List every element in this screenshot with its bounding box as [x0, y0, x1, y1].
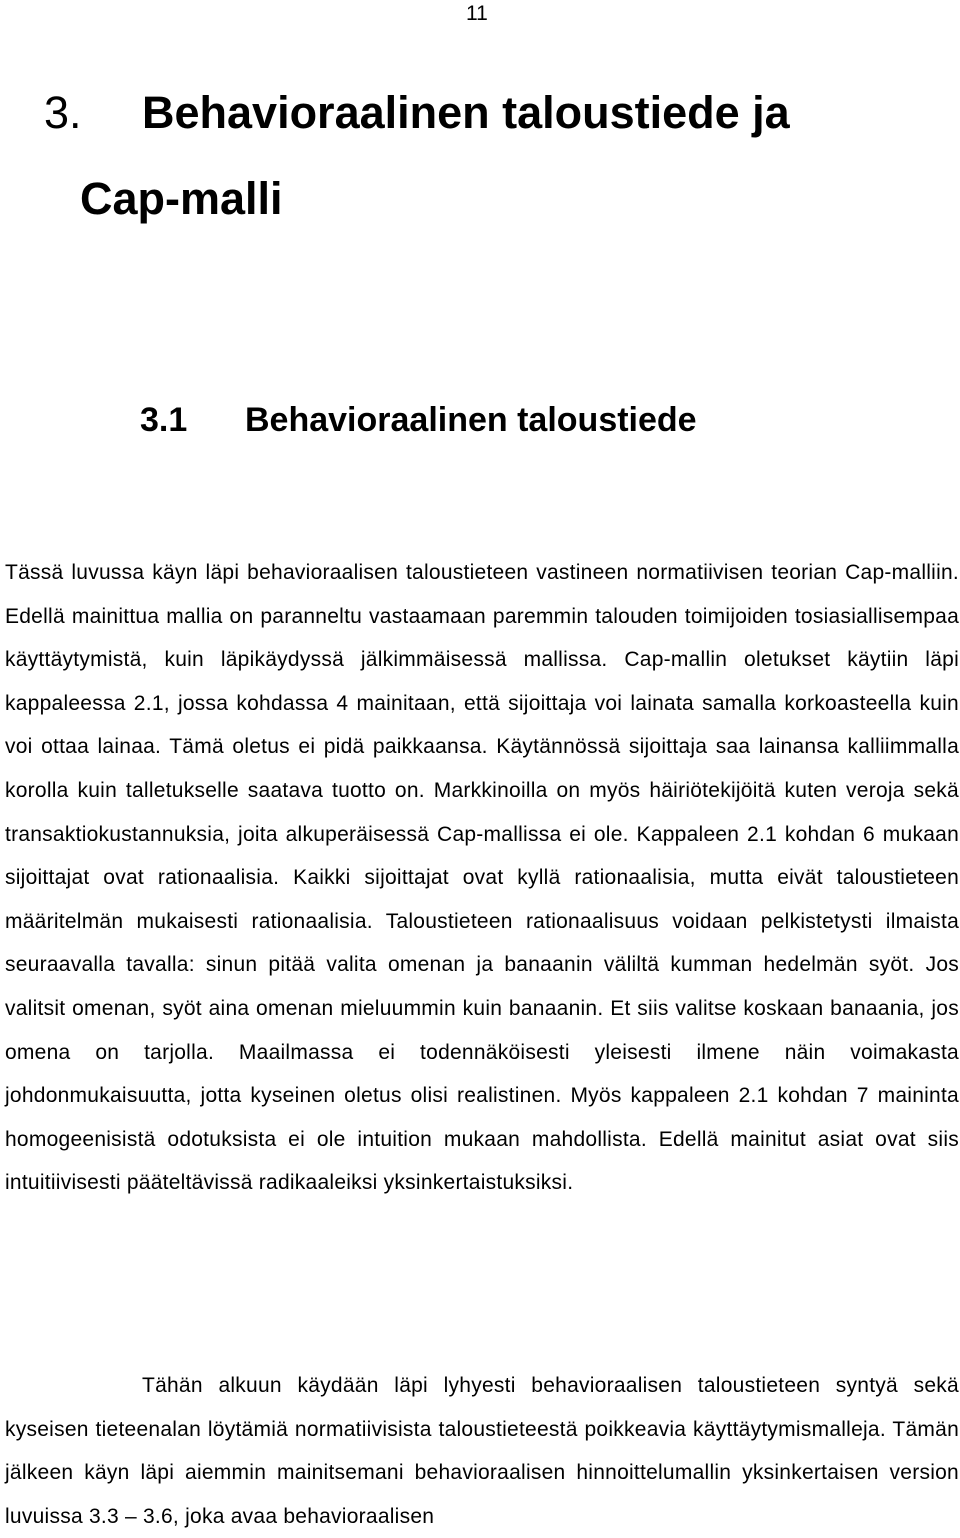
chapter-title-line2: Cap-malli: [80, 173, 283, 224]
chapter-number: 3.: [44, 87, 82, 138]
chapter-heading: [44, 70, 924, 242]
chapter-title-line1: Behavioraalinen taloustiede ja: [142, 87, 790, 138]
page-number: 11: [466, 2, 488, 25]
section-title: Behavioraalinen taloustiede: [245, 401, 697, 439]
section-heading: [140, 394, 697, 446]
body-paragraph: Tässä luvussa käyn läpi behavioraalisen taloustieteen vastineen normatiivisen teorian Cap-malliin. Edellä mainittua mallia on paranneltu vastaamaan paremmin talouden toimijoiden tosiasiallisempaa käyttäytymistä, kuin läpikäydyssä jälkimmäisessä mallissa. Cap-mallin oletukset käytiin läpi kappaleessa 2.1, jossa kohdassa 4 mainitaan, että sijoittaja voi lainata samalla korkoasteella kuin voi ottaa lainaa. Tämä oletus ei pidä paikkaansa. Käytännössä sijoittaja saa lainansa kalliimmalla korolla kuin talletukselle saatava tuotto on. Markkinoilla on myös häiriötekijöitä kuten veroja sekä transaktiokustannuksia, joita alkuperäisessä Cap-mallissa ei ole. Kappaleen 2.1 kohdan 6 mukaan sijoittajat ovat rationaalisia. Kaikki sijoittajat ovat kyllä rationaalisia, mutta eivät taloustieteen määritelmän mukaisesti rationaalisia. Taloustieteen rationaalisuus voidaan pelkistetysti ilmaista seuraavalla tavalla: sinun pitää valita omenan ja banaanin väliltä kumman hedelmän syöt. Jos valitsit omenan, syöt aina omenan mieluummin kuin banaanin. Et siis valitse koskaan banaania, jos omena on tarjolla. Maailmassa ei todennäköisesti yleisesti ilmene näin voimakasta johdonmukaisuutta, jotta kyseinen oletus olisi realistinen. Myös kappaleen 2.1 kohdan 7 maininta homogeenisistä odotuksista ei ole intuition mukaan mahdollista. Edellä mainitut asiat ovat siis intuitiivisesti pääteltävissä radikaaleiksi yksinkertaistuksiksi.: [5, 561, 959, 1195]
section-number: 3.1: [140, 401, 188, 439]
body-paragraph: Tähän alkuun käydään läpi lyhyesti behavioraalisen taloustieteen syntyä sekä kyseisen tieteenalan löytämiä normatiivisista taloustieteestä poikkeavia käyttäytymismalleja. Tämän jälkeen käyn läpi aiemmin mainitsemani behavioraalisen hinnoittelumallin yksinkertaisen version luvuissa 3.3 – 3.6, joka avaa behavioraalisen: [5, 1374, 959, 1528]
